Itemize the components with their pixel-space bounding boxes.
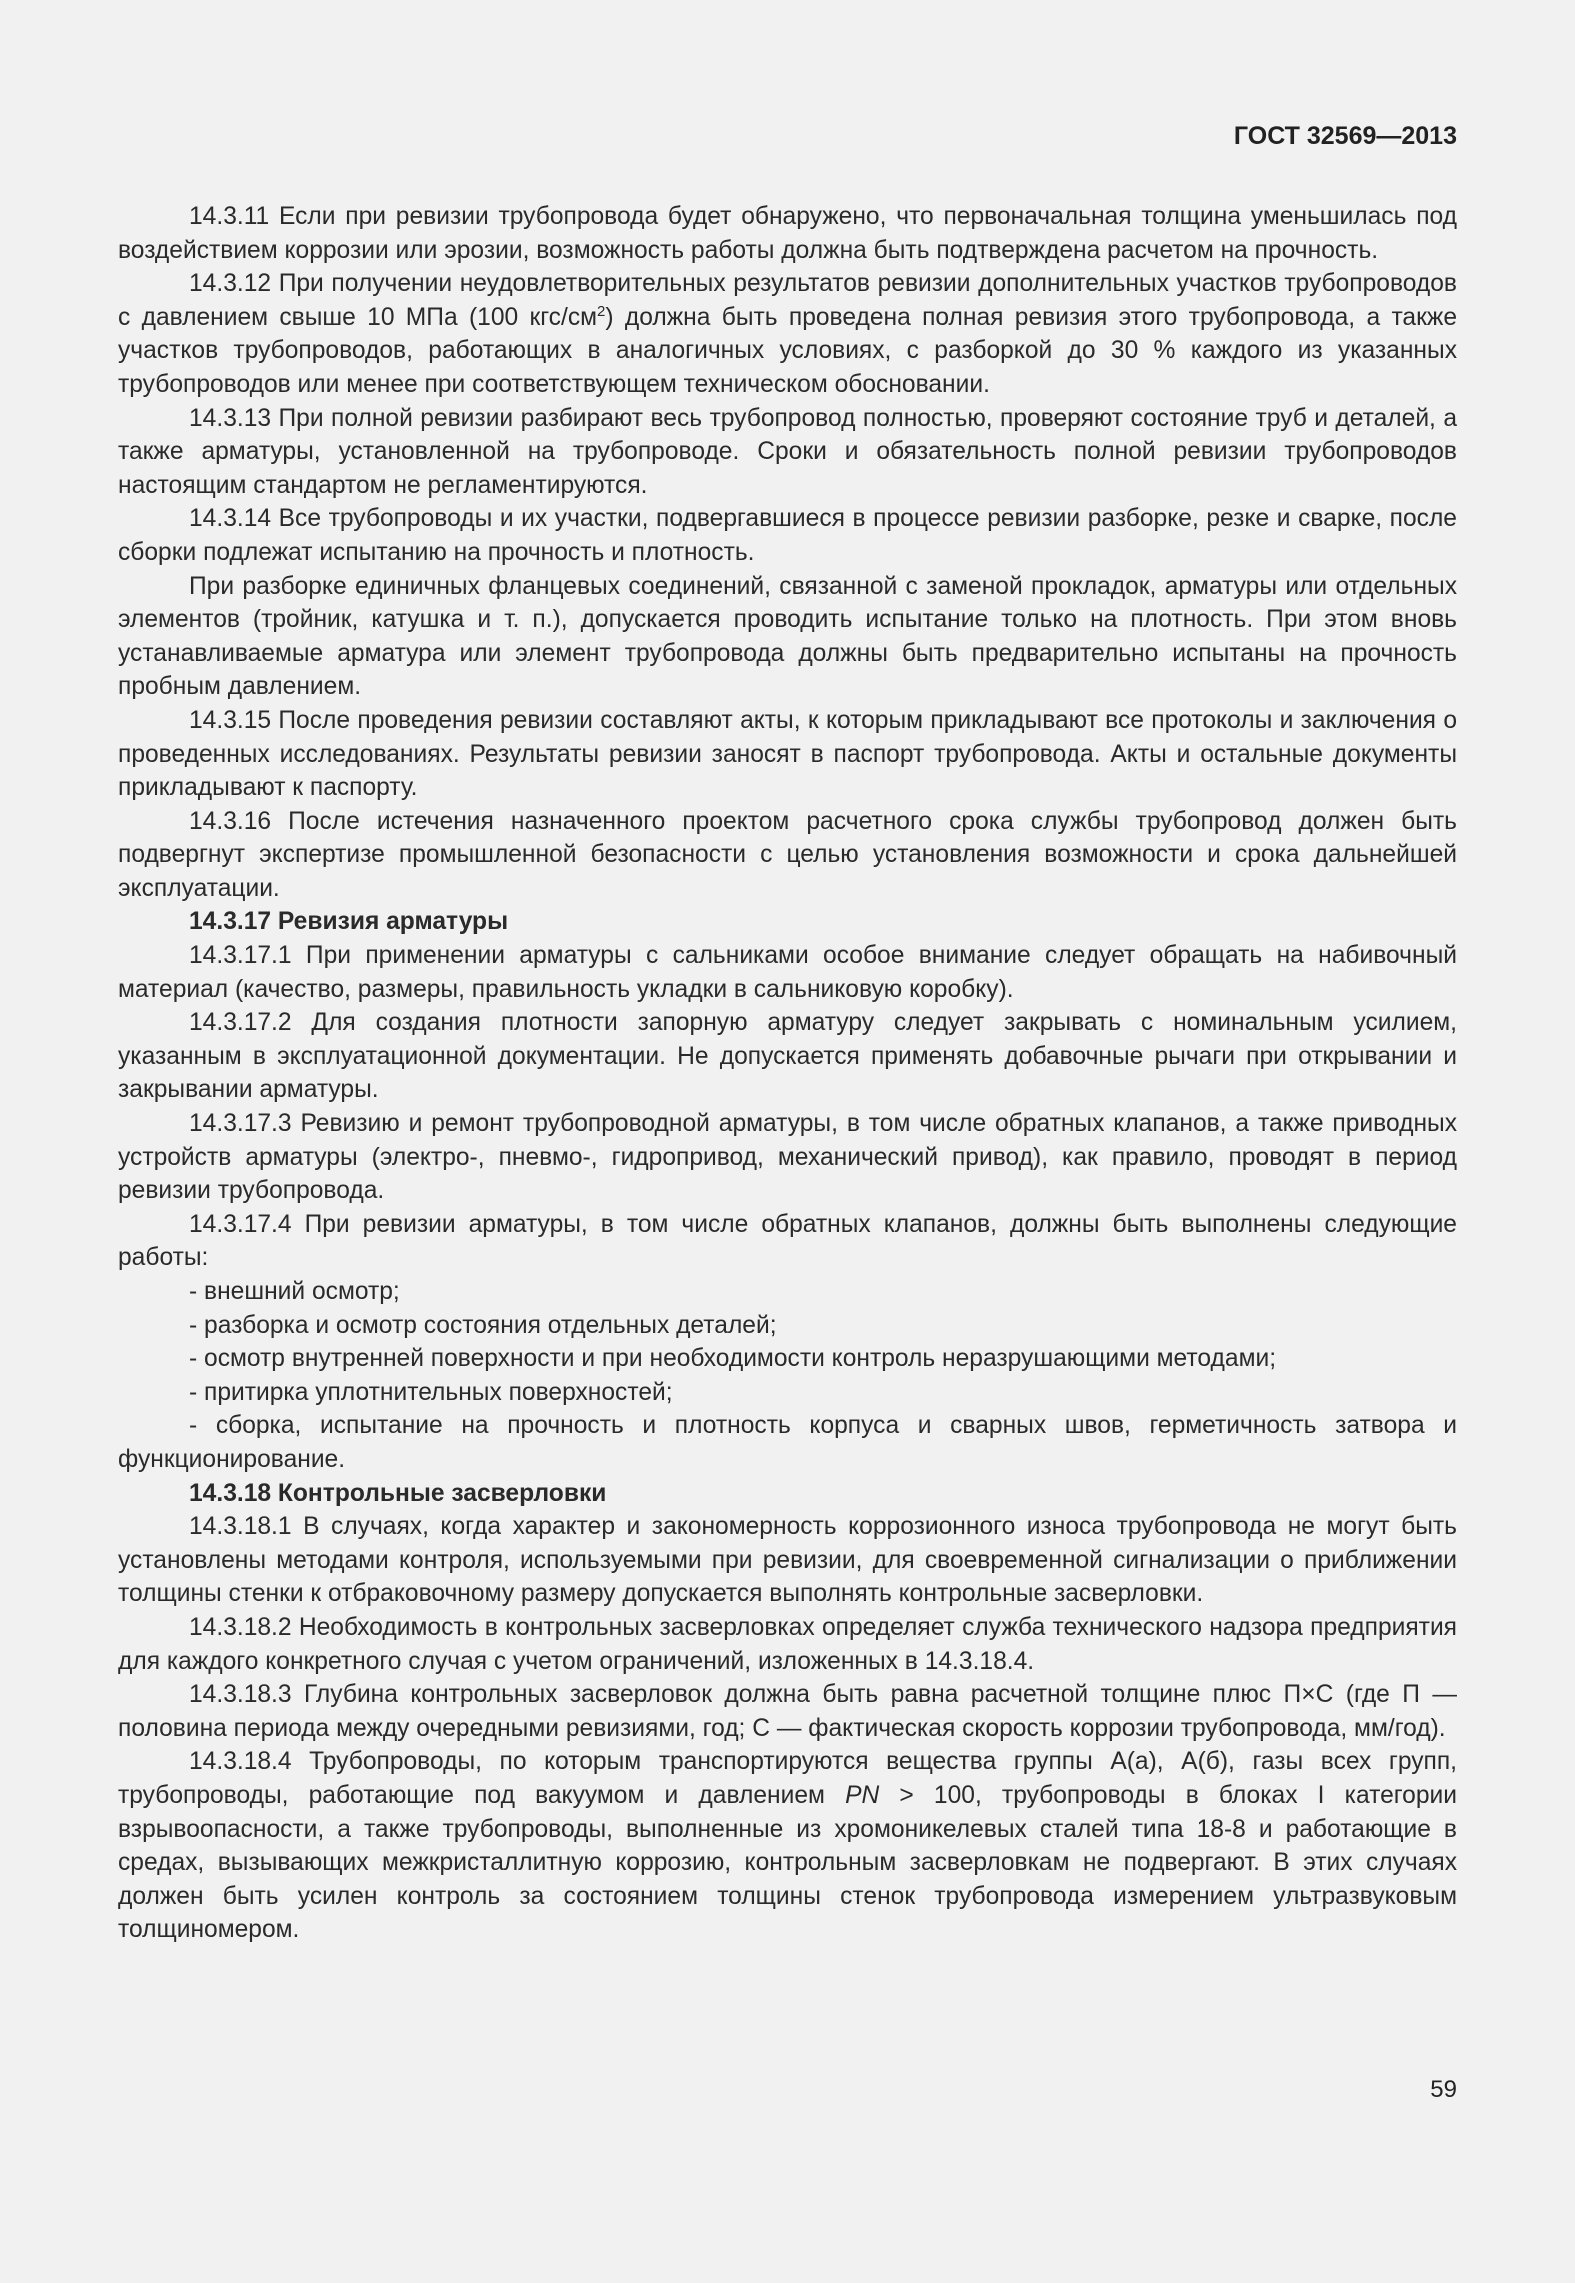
paragraph-14-3-18-4 xyxy=(118,1745,1457,1947)
paragraph-14-3-15: 14.3.15 После проведения ревизии составляют акты, к которым прикладывают все протоколы и заключения о проведенных исследованиях. Результаты ревизии заносят в паспорт трубопровода. Акты и остальные документы прикладывают к паспорту. xyxy=(118,706,1457,802)
heading-14-3-18: 14.3.18 Контрольные засверловки xyxy=(189,1479,607,1507)
page-number: 59 xyxy=(1430,2076,1457,2103)
heading-14-3-17: 14.3.17 Ревизия арматуры xyxy=(189,908,509,936)
paragraph-14-3-16: 14.3.16 После истечения назначенного проектом расчетного срока службы трубопровод должен быть подвергнут экспертизе промышленной безопасности с целью установления возможности и срока дальнейшей эксплуатации. xyxy=(118,807,1457,902)
paragraph-14-3-17-3: 14.3.17.3 Ревизию и ремонт трубопроводной арматуры, в том числе обратных клапанов, а также приводных устройств арматуры (электро-, пневмо-, гидропривод, механический привод), как правило, проводят в период ревизии трубопровода. xyxy=(118,1110,1457,1205)
paragraph-14-3-17-2: 14.3.17.2 Для создания плотности запорную арматуру следует закрывать с номинальным усилием, указанным в эксплуатационной документации. Не допускается применять добавочные рычаги при открывании и закрывании арматуры. xyxy=(118,1009,1457,1104)
paragraph-14-3-13: 14.3.13 При полной ревизии разбирают весь трубопровод полностью, проверяют состояние труб и деталей, а также арматуры, установленной на трубопроводе. Сроки и обязательность полной ревизии трубопроводов настоящим стандартом не регламентируются. xyxy=(118,404,1457,499)
list-item: - разборка и осмотр состояния отдельных деталей; xyxy=(189,1311,777,1339)
paragraph-14-3-17-1: 14.3.17.1 При применении арматуры с сальниками особое внимание следует обращать на набивочный материал (качество, размеры, правильность укладки в сальниковую коробку). xyxy=(118,942,1457,1003)
pn-symbol: PN xyxy=(845,1781,880,1809)
paragraph-14-3-12 xyxy=(118,267,1457,401)
paragraph-14-3-18-2: 14.3.18.2 Необходимость в контрольных засверловках определяет служба технического надзора предприятия для каждого конкретного случая с учетом ограничений, изложенных в 14.3.18.4. xyxy=(118,1613,1457,1675)
list-item: - сборка, испытание на прочность и плотность корпуса и сварных швов, герметичность затвора и функционирование. xyxy=(118,1412,1457,1473)
page-body xyxy=(118,200,1457,1947)
list-item: - внешний осмотр; xyxy=(189,1278,400,1305)
paragraph-flange-disassembly: При разборке единичных фланцевых соединений, связанной с заменой прокладок, арматуры или отдельных элементов (тройник, катушка и т. п.), допускается проводить испытание только на плотность. При этом вновь устанавливаемые арматура или элемент трубопровода должны быть предварительно испытаны на прочность пробным давлением. xyxy=(118,572,1457,701)
paragraph-14-3-18-4-part-b: > 100, трубопроводы в блоках I категории взрывоопасности, а также трубопроводы, выполненные из хромоникелевых сталей типа 18-8 и работающие в средах, вызывающих межкристаллитную коррозию, контрольным засверловкам не подвергают. В этих случаях должен быть усилен контроль за состоянием толщины стенок трубопровода измерением ультразвуковым толщиномером. xyxy=(118,1781,1458,1944)
list-item: - притирка уплотнительных поверхностей; xyxy=(189,1378,673,1406)
paragraph-14-3-12-part-b: ) должна быть проведена полная ревизия этого трубопровода, а также участков трубопроводов, работающих в аналогичных условиях, с разборкой до 30 % каждого из указанных трубопроводов или менее при соответствующем техническом обосновании. xyxy=(118,303,1457,398)
paragraph-14-3-18-1: 14.3.18.1 В случаях, когда характер и закономерность коррозионного износа трубопровода не могут быть установлены методами контроля, используемыми при ревизии, для своевременной сигнализации о приближении толщины стенки к отбраковочному размеру допускается выполнять контрольные засверловки. xyxy=(118,1513,1457,1608)
paragraph-14-3-11: 14.3.11 Если при ревизии трубопровода будет обнаружено, что первоначальная толщина уменьшилась под воздействием коррозии или эрозии, возможность работы должна быть подтверждена расчетом на прочность. xyxy=(118,203,1457,264)
paragraph-14-3-17-4: 14.3.17.4 При ревизии арматуры, в том числе обратных клапанов, должны быть выполнены следующие работы: xyxy=(118,1210,1457,1272)
document-code: ГОСТ 32569—2013 xyxy=(1233,122,1457,150)
list-item: - осмотр внутренней поверхности и при необходимости контроль неразрушающими методами; xyxy=(189,1345,1277,1373)
superscript-2: 2 xyxy=(597,302,606,320)
paragraph-14-3-14: 14.3.14 Все трубопроводы и их участки, подвергавшиеся в процессе ревизии разборке, резке и сварке, после сборки подлежат испытанию на прочность и плотность. xyxy=(118,505,1457,566)
paragraph-14-3-12-part-a: 14.3.12 При получении неудовлетворительных результатов ревизии дополнительных участков трубопроводов с давлением свыше 10 МПа (100 кгс/см xyxy=(118,270,1457,331)
paragraph-14-3-18-4-part-a: 14.3.18.4 Трубопроводы, по которым транспортируются вещества группы А(а), А(б), газы всех групп, трубопроводы, работающие под вакуумом и давлением xyxy=(118,1748,1457,1809)
paragraph-14-3-18-3: 14.3.18.3 Глубина контрольных засверловок должна быть равна расчетной толщине плюс П×С (где П — половина периода между очередными ревизиями, год; С — фактическая скорость коррозии трубопровода, мм/год). xyxy=(118,1681,1457,1742)
